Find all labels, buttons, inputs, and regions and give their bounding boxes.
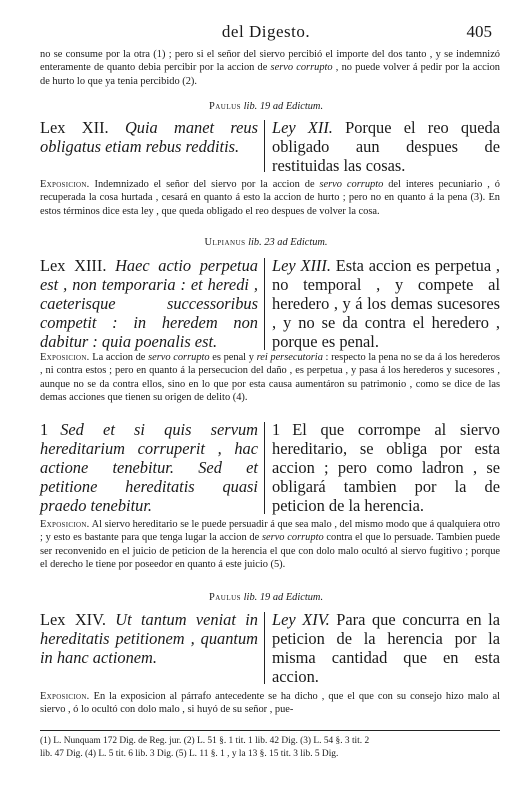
source-paulus-1 (0, 101, 532, 112)
section-1-spanish (272, 420, 500, 515)
ley-12-heading: Ley XII. (272, 118, 333, 137)
section-1-spanish-text: El que corrompe al siervo hereditario, se obliga por esta accion ; pero como ladron , se obligará tambien por la de peticion de la herencia. (272, 420, 500, 515)
ley-12-spanish-text: Porque el reo queda obligado aun despues de restituidas las cosas. (272, 118, 500, 175)
page-number: 405 (466, 22, 492, 41)
lex-13-heading: Lex XIII. (40, 256, 107, 275)
intro-text-end: , no puede volver á pedir por la accion de hurto lo que ya tenia percibido (2). (40, 62, 500, 87)
lex-13-latin (40, 256, 258, 351)
lex-12-heading: Lex XII. (40, 118, 109, 137)
lex-12-latin-text: Quia manet reus obligatus etiam rebus redditis. (40, 118, 258, 156)
exposicion-italic: servo corrupto (319, 179, 384, 190)
ley-12-spanish (272, 118, 500, 175)
ley-14-spanish-text: Para que concurra en la peticion de la herencia por la misma cantidad que en esta accion. (272, 610, 501, 686)
exposicion-text-end: del interes pecuniario , ó recuperada la cosa hurtada , cesará en quanto á esto la accion de hurto ; pero no en quanto á la pena (3). En estos términos dice esta ley , que queda obligado el reo despues de volver la cosa. (40, 179, 500, 217)
section-number: 1 (272, 420, 281, 439)
running-title: del Digesto. (221, 22, 311, 41)
exposicion-text-end: : respecto la pena no se da á los herederos , ni contra estos ; pero en quanto á la persecucion del daño , es perpetua , y pasa á los herederos y sucesores , aunque no se da contra ellos, sino en lo que por esta causa aumentáron su patrimonio , como se dice de las demas acciones que tienen su origen de delito (4). (40, 352, 500, 404)
intro-text: no se consume por la otra (1) ; pero si el señor del siervo percibió el importe del dos tanto , y se indemnizó enteramente de quanto debia percibir por la accion de (40, 49, 500, 74)
running-header (0, 22, 532, 44)
exposicion-lex-13 (40, 351, 500, 405)
section-1-latin (40, 420, 258, 515)
source-author: Paulus (208, 592, 242, 603)
exposicion-label: Exposicion. (40, 179, 90, 190)
lex-14-heading: Lex XIV. (40, 610, 106, 629)
ley-13-spanish (272, 256, 500, 351)
column-divider (264, 422, 265, 514)
exposicion-lex-14 (40, 690, 500, 717)
footnote-line-2: lib. 47 Dig. (4) L. 5 tit. 6 lib. 3 Dig. (5) L. 11 §. 1 , y la 13 §. 15 tit. 3 lib. 5 Dig. (40, 748, 339, 759)
exposicion-italic-2: rei persecutoria (256, 352, 323, 363)
ley-13-heading: Ley XIII. (272, 256, 331, 275)
lex-13-latin-text: Haec actio perpetua est , non temporaria : et heredi , caeterisque successoribus competit : in heredem non dabitur : quia poenalis est. (40, 256, 258, 351)
ley-14-spanish (272, 610, 500, 686)
column-divider (264, 612, 265, 684)
column-divider (264, 120, 265, 172)
exposicion-text: En la exposicion al párrafo antecedente se ha dicho , que el que con su consejo hizo malo al siervo , ó lo ocultó con dolo malo , si huyó de su señor , pue- (40, 691, 500, 716)
exposicion-italic: servo corrupto (148, 352, 210, 363)
source-author: Paulus (208, 101, 242, 112)
exposicion-text: Indemnizado el señor del siervo por la accion de (89, 179, 320, 190)
lex-14-latin (40, 610, 258, 667)
exposicion-label: Exposicion. (40, 352, 90, 363)
source-paulus-2 (0, 592, 532, 603)
exposicion-text: Al siervo hereditario se le puede persuadir á que sea malo , del mismo modo que á qualquiera otro ; y esto es bastante para que tenga lugar la accion de (40, 519, 500, 544)
exposicion-label: Exposicion. (40, 691, 90, 702)
intro-italic: servo corrupto (270, 62, 333, 74)
exposicion-text-mid: es penal y (209, 352, 257, 363)
ley-13-spanish-text: Esta accion es perpetua , no temporal , y compete al heredero , y á los demas sucesores , y no se da contra el heredero , porque es penal. (272, 256, 501, 351)
source-ref: lib. 19 ad Edictum. (243, 101, 324, 112)
source-ref: lib. 19 ad Edictum. (243, 592, 324, 603)
exposicion-lex-12 (40, 178, 500, 218)
exposicion-italic: servo corrupto (262, 532, 324, 544)
footnote-line-1: (1) L. Nunquam 172 Dig. de Reg. jur. (2) L. 51 §. 1 tit. 1 lib. 42 Dig. (3) L. 54 §. 3 tit. 2 (40, 736, 370, 746)
source-ref: lib. 23 ad Edictum. (248, 237, 328, 248)
footnote-rule (40, 730, 500, 731)
exposicion-text: La accion de (89, 352, 149, 363)
intro-paragraph (40, 48, 500, 88)
column-divider (264, 258, 265, 350)
lex-12-latin (40, 118, 258, 156)
source-author: Ulpianus (204, 237, 246, 248)
exposicion-text-end: contra el que lo persuade. Tambien puede ser reconvenido en el juicio de peticion de la herencia el que con dolo malo ocultó al siervo fugitivo ; porque el derecho le tiene por poseedor en quanto á este juicio (5). (40, 532, 500, 571)
footnotes (40, 735, 500, 760)
exposicion-label: Exposicion. (40, 519, 90, 530)
ley-14-heading: Ley XIV. (272, 610, 330, 629)
section-1-latin-text: Sed et si quis servum hereditarium corruperit , hac actione tenebitur. Sed et petitione hereditatis quasi praedo tenebitur. (40, 420, 258, 515)
section-number: 1 (40, 420, 49, 439)
lex-14-latin-text: Ut tantum veniat in hereditatis petitionem , quantum in hanc actionem. (40, 610, 258, 667)
source-ulpianus (0, 237, 532, 248)
exposicion-section-1 (40, 518, 500, 572)
